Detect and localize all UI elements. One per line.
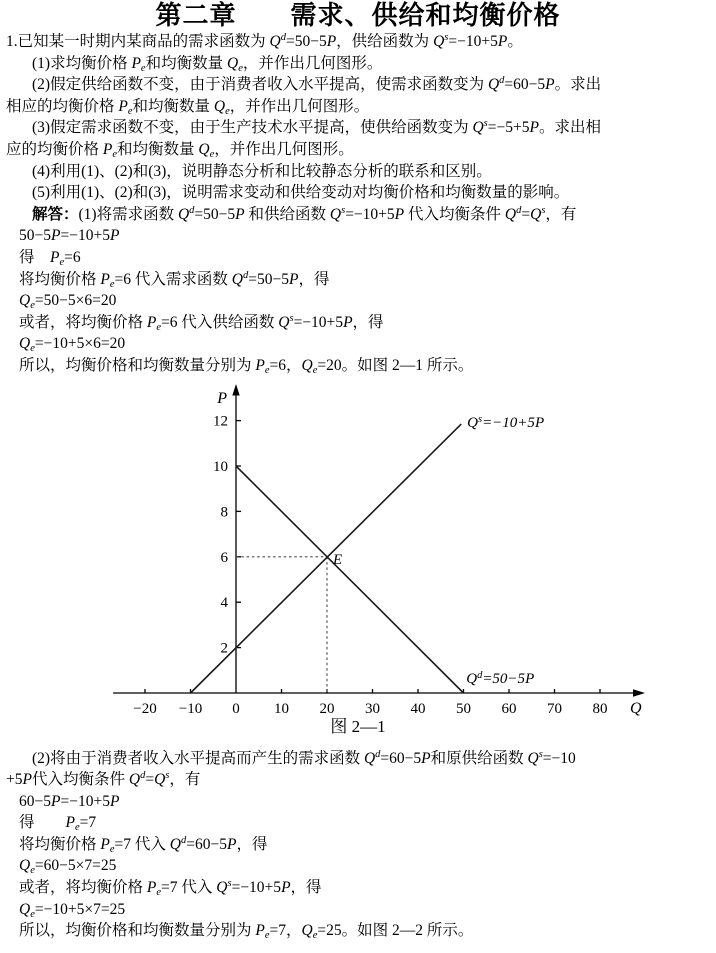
x-tick-label: 80 <box>592 700 608 717</box>
text-line: 所以，均衡价格和均衡数量分别为 $P_e=6$，$Q_e=20$。如图 2—1 所示。 <box>19 356 474 376</box>
text-line: 应的均衡价格 $P_e$和均衡数量 $Q_e$，并作出几何图形。 <box>6 140 354 160</box>
text-line: (1)求均衡价格 $P_e$和均衡数量 $Q_e$，并作出几何图形。 <box>32 54 383 74</box>
text-line: 50−5P=−10+5P <box>19 227 120 245</box>
x-tick-label: −20 <box>133 700 157 717</box>
text-line: 相应的均衡价格 $P_e$和均衡数量 $Q_e$，并作出几何图形。 <box>6 97 370 117</box>
figure-caption: 图 2—1 <box>330 716 386 736</box>
x-axis-arrow <box>633 689 645 697</box>
y-tick-label: 12 <box>213 413 228 430</box>
x-tick-label: 50 <box>456 700 471 717</box>
x-tick-label: 20 <box>319 700 335 717</box>
text-line: 60−5P=−10+5P <box>19 792 120 810</box>
text-line: +5P代入均衡条件 $Q^d=Q^s$，有 <box>6 769 201 789</box>
text-line: 或者，将均衡价格 $P_e=6$ 代入供给函数 $Q^s=-10+5P$，得 <box>19 312 384 333</box>
supply-line <box>191 424 462 693</box>
y-axis-label: P <box>217 389 227 407</box>
text-line: (3)假定需求函数不变，由于生产技术水平提高，使供给函数变为 $Q^s=-5+5P$。求出相 <box>32 118 601 137</box>
text-line: 得 $P_e=7$ <box>19 814 97 834</box>
x-tick-label: 30 <box>365 700 380 717</box>
text-line: 解答：(1)将需求函数 $Q^d=50-5P$ 和供给函数 $Q^s=-10+5P$ 代入均衡条件 $Q^d=Q^s$，有 <box>32 204 577 223</box>
y-tick-label: 6 <box>220 549 228 566</box>
solution-part2-text <box>0 748 716 942</box>
supply-demand-chart <box>0 381 716 717</box>
x-tick-label: 0 <box>232 700 240 717</box>
y-tick-label: 8 <box>220 503 228 520</box>
x-tick-label: 10 <box>274 700 289 717</box>
y-axis-arrow <box>232 384 239 396</box>
text-line: (2)将由于消费者收入水平提高而产生的需求函数 $Q^d=60-5P$和原供给函数 $Q^s=-10$ <box>32 748 576 767</box>
equilibrium-label: E <box>333 551 343 568</box>
page-title: 第二章 需求、供给和均衡价格 <box>155 1 561 30</box>
x-tick-label: 60 <box>501 700 517 717</box>
x-tick-label: −10 <box>178 700 203 717</box>
text-line: 将均衡价格 $P_e=7$ 代入 $Q^d=60-5P$，得 <box>19 834 268 855</box>
figure-2-1 <box>0 377 716 748</box>
text-line: (5)利用(1)、(2)和(3)，说明需求变动和供给变动对均衡价格和均衡数量的影响。 <box>32 184 570 202</box>
text-line: $Q_e=-10+5\times 7=25$ <box>19 900 126 920</box>
text-line: 所以，均衡价格和均衡数量分别为 $P_e=7$，$Q_e=25$。如图 2—2 所示。 <box>19 922 474 942</box>
demand-line <box>236 466 464 693</box>
text-line: 1.已知某一时期内某商品的需求函数为 $Q^d=50-5P$，供给函数为 $Q^s=-10+5P$。 <box>6 31 523 50</box>
supply-line-label: $Q^s=-10+5P$ <box>467 413 545 431</box>
problem-and-solution-text <box>0 31 716 377</box>
demand-line-label: $Q^d=50-5P$ <box>466 669 535 687</box>
text-line: 或者，将均衡价格 $P_e=7$ 代入 $Q^s=-10+5P$，得 <box>19 877 322 899</box>
text-line: $Q_e=50-5\times 6=20$ <box>19 292 117 312</box>
text-line: $Q_e=-10+5\times 6=20$ <box>19 335 126 355</box>
y-tick-label: 2 <box>220 640 228 657</box>
x-tick-label: 70 <box>547 700 562 717</box>
x-axis-label: Q <box>630 699 642 717</box>
text-line: (2)假定供给函数不变，由于消费者收入水平提高，使需求函数变为 $Q^d=60-5P$。求出 <box>32 75 602 94</box>
text-line: (4)利用(1)、(2)和(3)，说明静态分析和比较静态分析的联系和区别。 <box>32 162 492 180</box>
text-line: 得 $P_e=6$ <box>19 248 81 268</box>
text-line: 将均衡价格 $P_e=6$ 代入需求函数 $Q^d=50-5P$，得 <box>19 269 330 290</box>
y-tick-label: 10 <box>213 458 228 475</box>
x-tick-label: 40 <box>410 700 426 717</box>
text-line: $Q_e=60-5\times 7=25$ <box>19 857 117 877</box>
y-tick-label: 4 <box>220 594 228 611</box>
